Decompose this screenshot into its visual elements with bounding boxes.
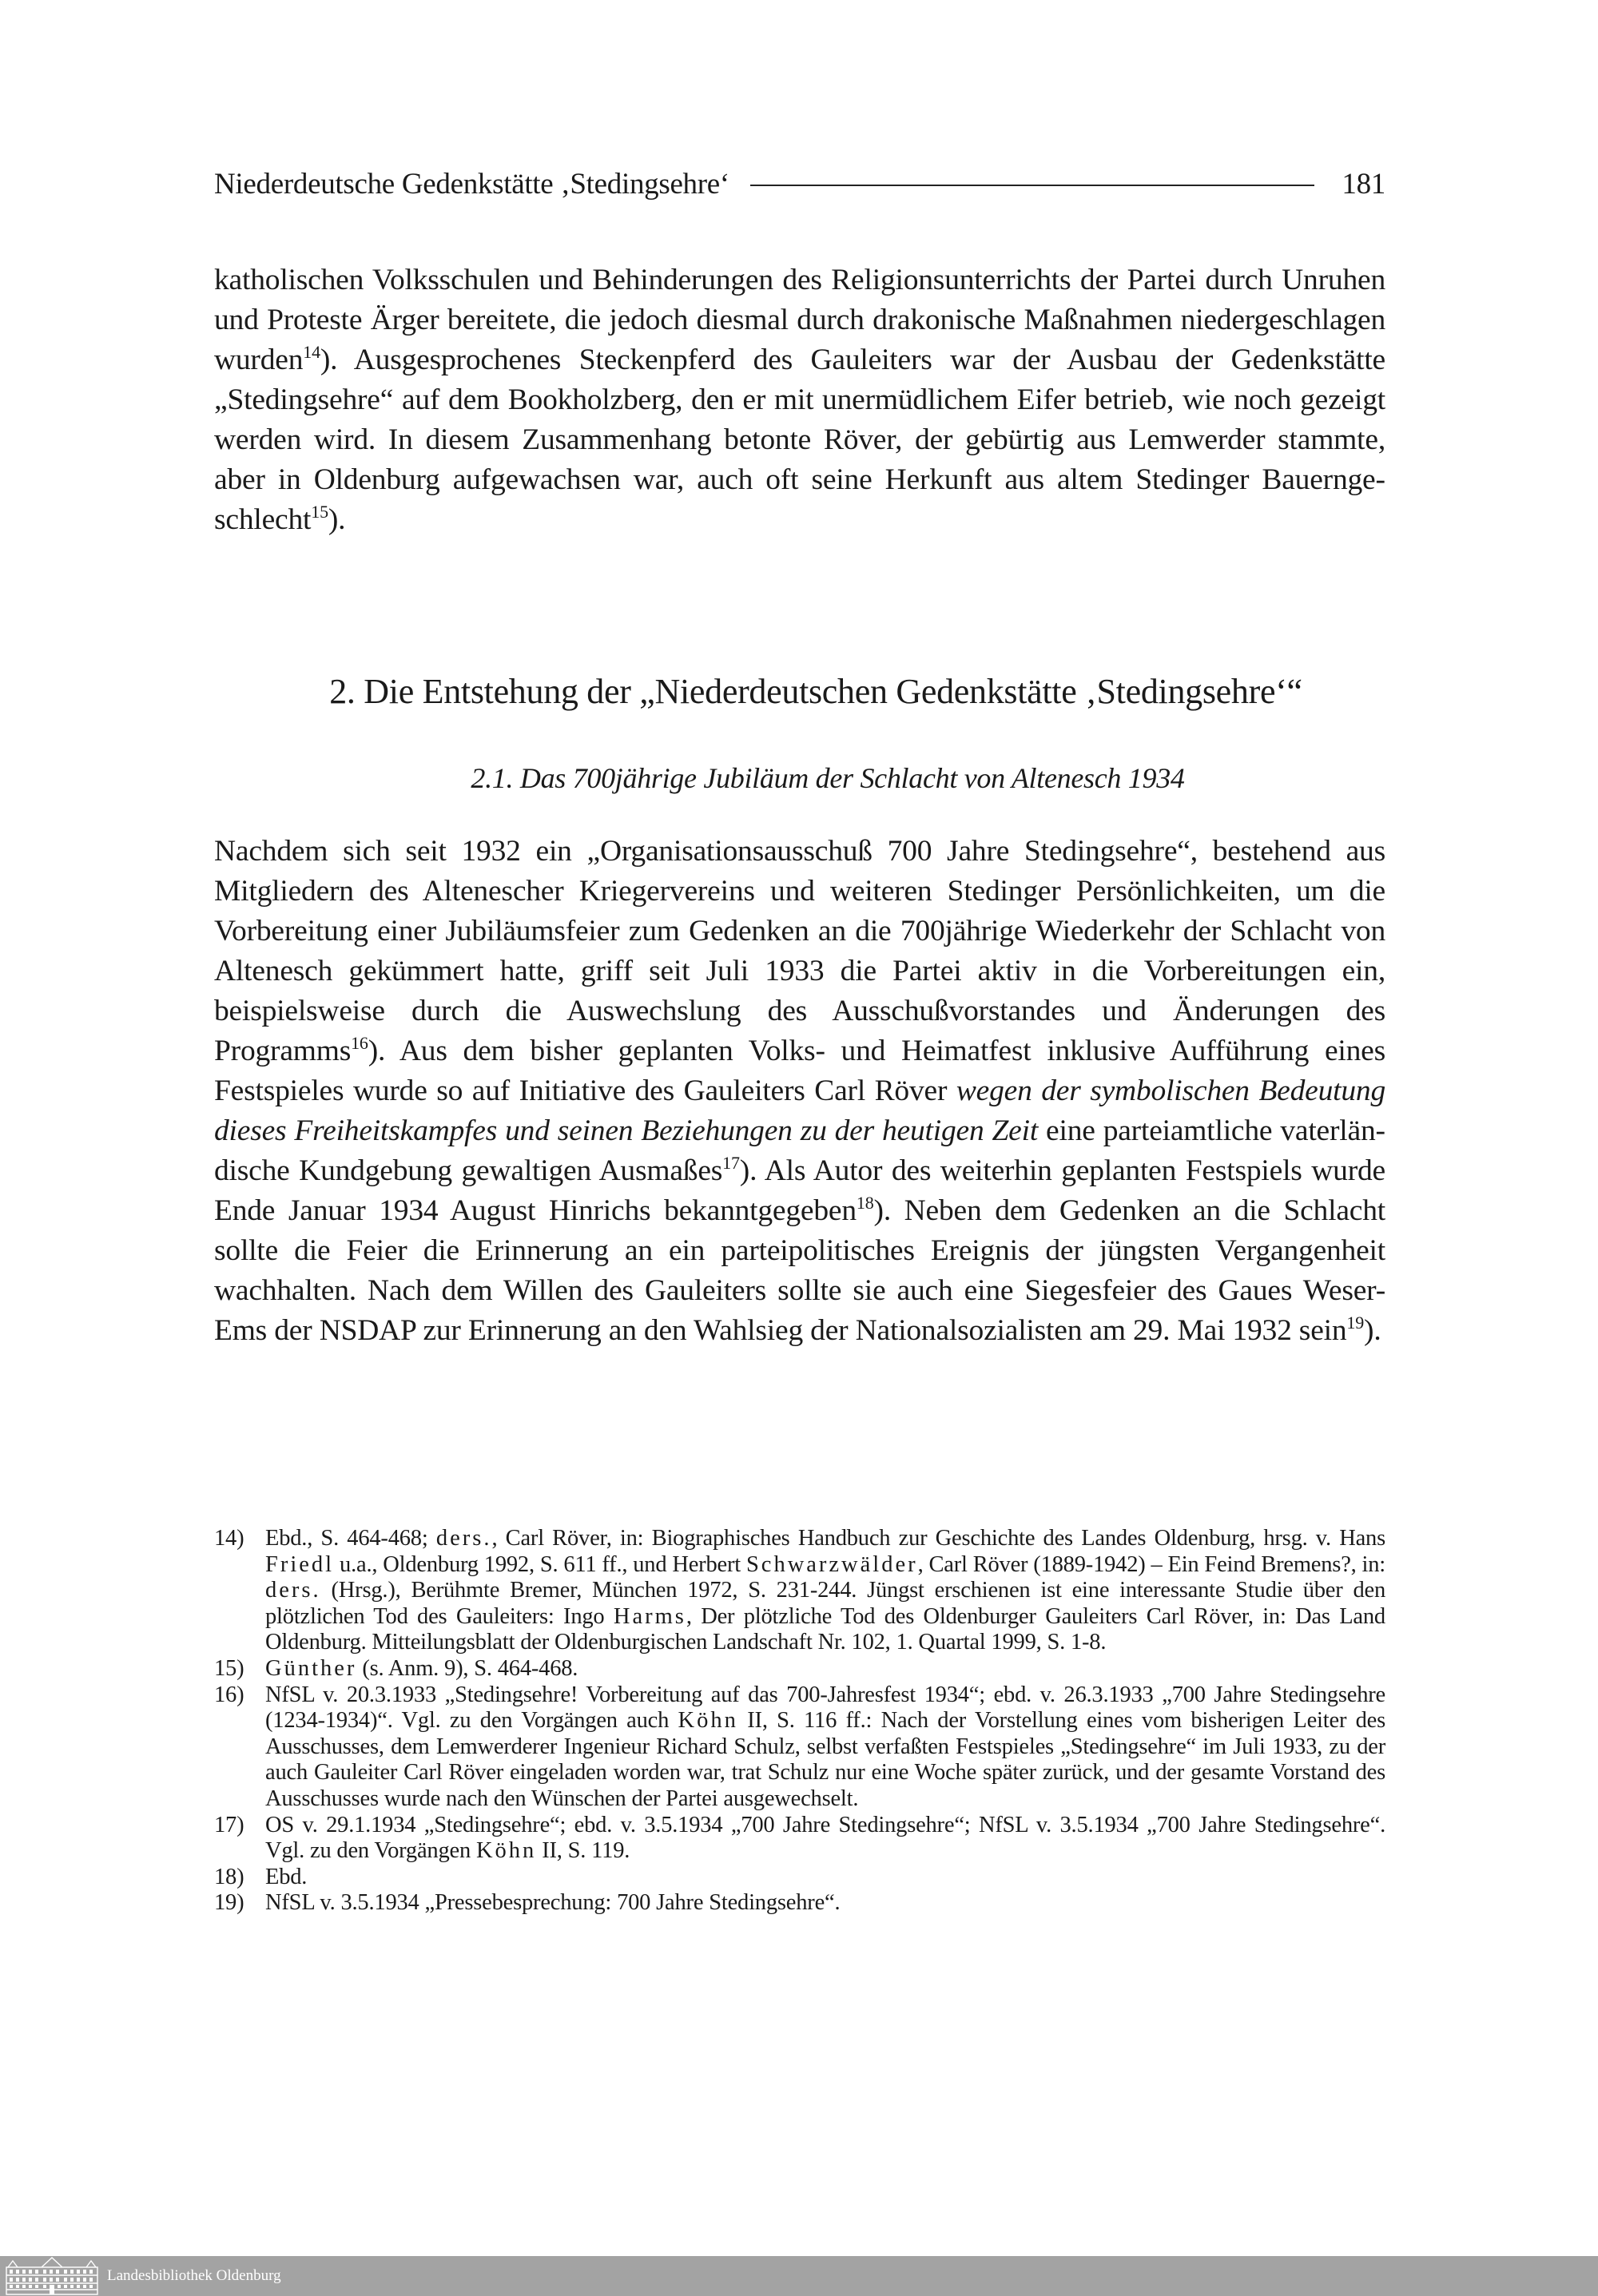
footnote-item: [214, 1890, 1385, 1917]
footnote-segment: NfSL v. 20.3.1933 „Stedingsehre! Vorbereitung auf das 700-Jahresfest 1934“; ebd. v. 26.3.1933 „700 Jahre Stedingsehre (1234-1934)“. Vgl. zu den Vorgängen auch: [265, 1682, 1385, 1734]
footnote-ref-18[interactable]: 18: [856, 1193, 874, 1213]
body-paragraph-2: [214, 832, 1385, 1351]
running-head-title: Niederdeutsche Gedenkstätte ‚Stedingsehre‘: [214, 167, 729, 201]
footnote-item: [214, 1813, 1385, 1865]
footnote-number: 19): [214, 1890, 244, 1916]
footnote-item: [214, 1526, 1385, 1656]
footnote-text: [265, 1865, 1385, 1891]
footnote-text: [265, 1890, 1385, 1917]
paragraph-text: ).: [1364, 1314, 1381, 1347]
footnotes-section: [214, 1526, 1385, 1917]
footnote-number: 15): [214, 1655, 244, 1681]
footnote-segment: (s. Anm. 9), S. 464-468.: [356, 1655, 578, 1681]
footnote-segment: , Der plötzliche Tod des Oldenburger Gauleiters Carl Röver, in: Das Land Oldenburg. Mitteilungsblatt der Oldenburgischen Landschaft Nr. 102, 1. Quartal 1999, S. 1-8.: [265, 1603, 1385, 1655]
footnote-segment: (Hrsg.), Berühmte Bremer, München 1972, S. 231-244. Jüngst erschienen ist eine interessante Studie über den plötzlichen Tod des Gauleiters: Ingo: [265, 1578, 1385, 1629]
footnote-segment: , Carl Röver (1889-1942) – Ein Feind Bremens?, in:: [917, 1551, 1386, 1577]
library-building-icon: [5, 2256, 99, 2296]
section-heading: 2. Die Entstehung der „Niederdeutschen Gedenkstätte ‚Stedingsehre‘“: [329, 672, 1302, 711]
footnote-segment: Ebd.: [265, 1864, 308, 1889]
footnote-ref-16[interactable]: 16: [351, 1033, 368, 1053]
footnote-item: [214, 1682, 1385, 1813]
footnote-ref-17[interactable]: 17: [722, 1153, 740, 1173]
paragraph-text: ).: [328, 503, 346, 536]
footnote-item: [214, 1865, 1385, 1891]
running-head-rule: [750, 185, 1314, 186]
author-name: Schwarzwälder: [745, 1551, 918, 1577]
page-number: 181: [1342, 167, 1385, 201]
footnote-text: [265, 1813, 1385, 1865]
paragraph-text: katholischen Volksschulen und Behinderungen des Religionsunterrichts der Partei durch Unruhen und Proteste Ärger bereitete, die jedoch diesmal durch drakonische Maßnahmen niedergeschlagen wurden: [214, 264, 1385, 376]
footnote-number: 17): [214, 1812, 244, 1837]
author-name: Köhn: [475, 1838, 537, 1864]
footnote-text: [265, 1656, 1385, 1682]
paragraph-text: Nachdem sich seit 1932 ein „Organisationsausschuß 700 Jahre Stedingsehre“, bestehend aus Mitgliedern des Altenescher Kriegervereins und weiteren Stedinger Persönlichkeiten, um die Vorbereitung einer Jubiläumsfeier zum Gedenken an die 700jährige Wiederkehr der Schlacht von Altenesch gekümmert hatte, griff seit Juli 1933 die Partei aktiv in die Vorbereitungen ein, beispielsweise durch die Auswechslung des Ausschußvorstandes und Änderungen des Programms: [214, 835, 1385, 1067]
footnote-segment: OS v. 29.1.1934 „Stedingsehre“; ebd. v. 3.5.1934 „700 Jahre Stedingsehre“; NfSL v. 3.5.1934 „700 Jahre Stedingsehre“. Vgl. zu den Vorgängen: [265, 1812, 1385, 1864]
footnote-text: [265, 1526, 1385, 1656]
footnote-segment: u.a., Oldenburg 1992, S. 611 ff., und Herbert: [334, 1551, 746, 1577]
footnote-segment: , Carl Röver, in: Biographisches Handbuch zur Geschichte des Landes Oldenburg, hrsg. v. Hans: [491, 1526, 1385, 1551]
author-name: ders.: [265, 1578, 321, 1603]
footer-bar: [0, 2256, 1598, 2296]
paragraph-text: ). Als Autor des weiterhin geplanten Festspiels wurde Ende Januar 1934 August Hinrichs bekanntgegeben: [214, 1154, 1385, 1227]
subsection-heading: 2.1. Das 700jährige Jubiläum der Schlacht von Altenesch 1934: [471, 762, 1185, 794]
footnote-segment: II, S. 119.: [536, 1838, 630, 1864]
footnote-segment: II, S. 116 ff.: Nach der Vorstellung eines vom bisherigen Leiter des Ausschusses, dem Lemwerderer Ingenieur Richard Schulz, selbst verfaßten Festspieles „Stedingsehre“ im Juli 1933, zu der auch Gauleiter Carl Röver eingeladen worden war, trat Schulz nur eine Woche später zurück, und der gesamte Vorstand des Ausschusses wurde nach den Wünschen der Partei ausgewechselt.: [265, 1708, 1385, 1811]
footnote-ref-19[interactable]: 19: [1346, 1313, 1365, 1333]
footnote-ref-14[interactable]: 14: [303, 342, 320, 362]
library-name: Landesbibliothek Oldenburg: [107, 2267, 281, 2284]
author-name: Harms: [613, 1603, 686, 1629]
footnote-item: [214, 1656, 1385, 1682]
footnote-ref-15[interactable]: 15: [311, 502, 328, 522]
body-paragraph-1: [214, 260, 1385, 540]
author-name: Köhn: [678, 1708, 738, 1734]
footnote-number: 16): [214, 1682, 244, 1707]
footnote-segment: NfSL v. 3.5.1934 „Pressebesprechung: 700 Jahre Stedingsehre“.: [265, 1890, 841, 1916]
author-name: Friedl: [265, 1551, 335, 1577]
footnote-segment: Ebd., S. 464-468;: [265, 1526, 436, 1551]
author-name: ders.: [435, 1526, 492, 1551]
running-head: [214, 164, 1385, 204]
paragraph-text: ). Neben dem Gedenken an die Schlacht sollte die Feier die Erinnerung an ein parteipolitisches Ereignis der jüngsten Vergangenheit wachhalten. Nach dem Willen des Gauleiters sollte sie auch eine Siegesfeier des Gaues Weser-Ems der NSDAP zur Erinnerung an den Wahlsieg der Nationalsozialisten am 29. Mai 1932 sein: [214, 1194, 1385, 1347]
paragraph-text: ). Aus dem bisher geplanten Volks- und Heimatfest inklusive Aufführung eines Festspieles wurde so auf Initiative des Gauleiters Carl Röver: [214, 1035, 1385, 1107]
footnote-text: [265, 1682, 1385, 1813]
author-name: Günther: [265, 1655, 357, 1681]
paragraph-text: ). Ausgesprochenes Steckenpferd des Gauleiters war der Ausbau der Gedenkstätte „Stedingsehre“ auf dem Bookholzberg, den er mit unermüdlichem Eifer betrieb, wie noch gezeigt werden wird. In diesem Zusammenhang betonte Röver, der gebürtig aus Lemwerder stammte, aber in Oldenburg aufgewachsen war, auch oft seine Herkunft aus altem Stedinger Bauerngeschlecht: [214, 344, 1385, 536]
footnote-number: 18): [214, 1864, 244, 1889]
italic-quote: wegen der symbolischen Bedeutung dieses Freiheitskampfes und seinen Beziehungen zu der heutigen Zeit: [214, 1075, 1386, 1147]
paragraph-text: eine parteiamtliche vaterländische Kundgebung gewaltigen Ausmaßes: [214, 1114, 1386, 1187]
footnote-number: 14): [214, 1526, 244, 1551]
